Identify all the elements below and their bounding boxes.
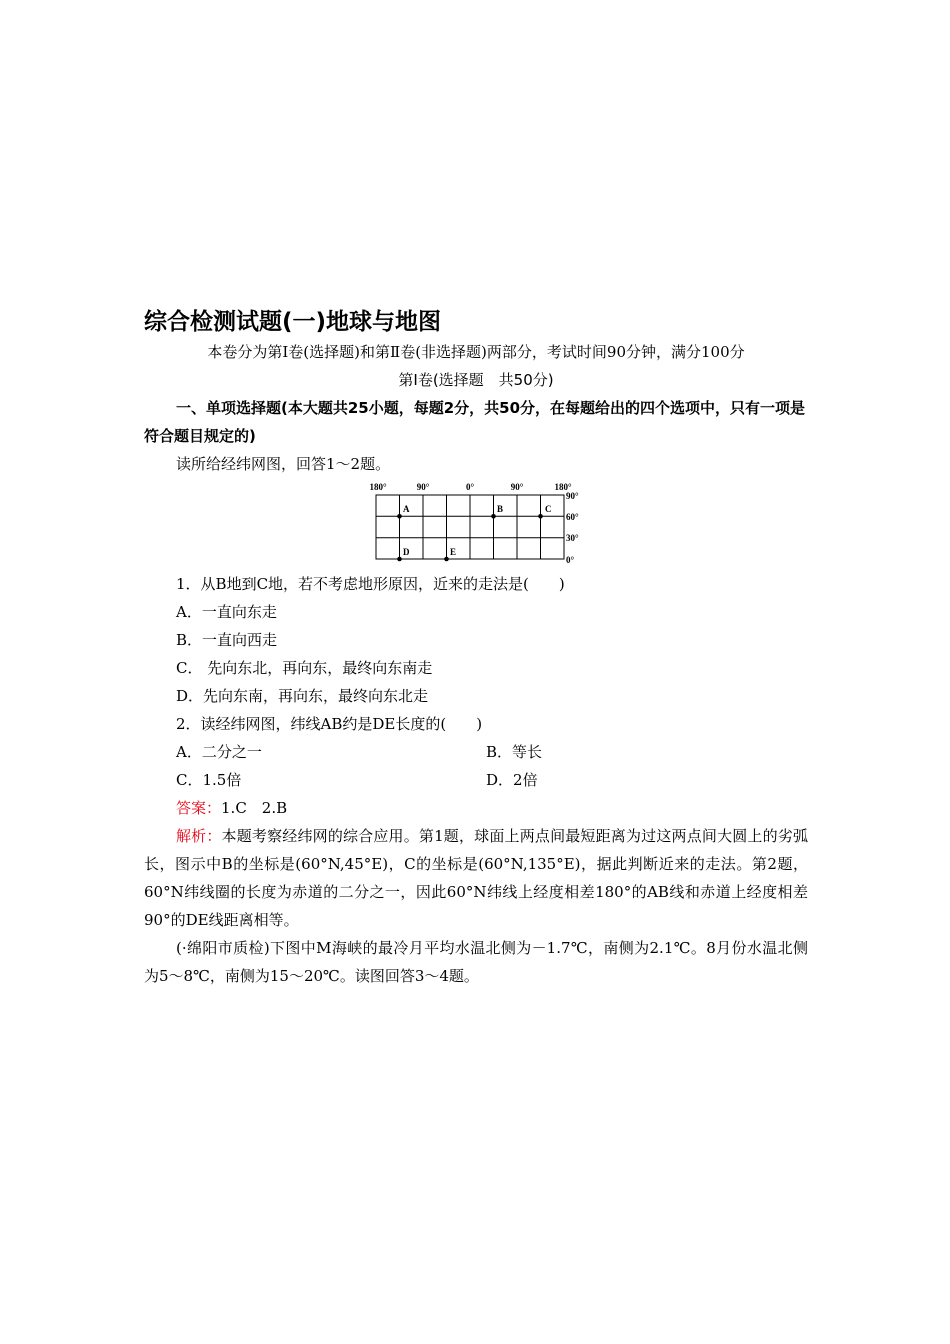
top-label-0: 0° — [465, 482, 475, 492]
top-label-90w: 90° — [416, 482, 430, 492]
document-page — [144, 306, 808, 990]
part-heading: 一、单项选择题(本大题共25小题，每题2分，共50分，在每题给出的四个选项中，只有一项是符合题目规定的) — [144, 399, 806, 445]
point-b-label: B — [497, 504, 504, 514]
read-prompt: 读所给经纬网图，回答1～2题。 — [176, 455, 391, 473]
graticule-map — [144, 482, 808, 566]
answer-text: 1.C 2.B — [221, 799, 288, 817]
right-label-90: 90° — [566, 491, 579, 501]
question-2-option-c: C．1.5倍 — [176, 771, 242, 789]
question-1-option-d: D．先向东南，再向东，最终向东北走 — [176, 687, 429, 705]
point-e-label: E — [450, 547, 457, 557]
point-e — [444, 557, 449, 562]
document-title: 综合检测试题(一)地球与地图 — [144, 309, 442, 335]
question-1-option-b: B．一直向西走 — [176, 631, 278, 649]
question-2-option-a: A．二分之一 — [176, 743, 262, 761]
analysis-label: 解析： — [176, 827, 222, 845]
question-2-stem: 2．读经纬网图，纬线AB约是DE长度的( ) — [176, 715, 483, 733]
question-1-option-a: A．一直向东走 — [176, 603, 277, 621]
next-question-prompt: (·绵阳市质检)下图中M海峡的最冷月平均水温北侧为－1.7℃，南侧为2.1℃。8月份水温北侧为5～8℃，南侧为15～20℃。读图回答3～4题。 — [144, 939, 808, 985]
point-a-label: A — [403, 504, 410, 514]
question-1-stem: 1．从B地到C地，若不考虑地形原因，近来的走法是( ) — [176, 575, 565, 593]
answer-label: 答案： — [176, 799, 222, 817]
point-c-label: C — [545, 504, 552, 514]
question-1-option-c: C． 先向东北，再向东，最终向东南走 — [176, 659, 433, 677]
question-2-options-row-2 — [144, 766, 808, 794]
top-label-180w: 180° — [369, 482, 387, 492]
top-label-180e: 180° — [554, 482, 572, 492]
analysis-text: 本题考察经纬网的综合应用。第1题，球面上两点间最短距离为过这两点间大圆上的劣弧长，图示中B的坐标是(60°N,45°E)，C的坐标是(60°N,135°E)，据此判断近来的走法。第2题，60°N纬线圈的长度为赤道的二分之一，因此60°N纬线上经度相差180°的AB线和赤道上经度相差90°的DE线距离相等。 — [144, 827, 808, 929]
point-c — [538, 514, 543, 519]
right-label-0: 0° — [566, 555, 575, 565]
top-label-90e: 90° — [510, 482, 524, 492]
point-b — [491, 514, 496, 519]
right-label-30: 30° — [566, 533, 579, 543]
graticule-map-svg — [366, 482, 586, 566]
point-a — [397, 514, 402, 519]
point-d — [397, 557, 402, 562]
exam-intro: 本卷分为第Ⅰ卷(选择题)和第Ⅱ卷(非选择题)两部分，考试时间90分钟，满分100分 — [207, 343, 745, 361]
question-2-options-row-1 — [144, 738, 808, 766]
question-2-option-b: B．等长 — [486, 743, 543, 761]
section-title: 第Ⅰ卷(选择题 共50分) — [398, 371, 554, 389]
answer-line — [144, 794, 808, 822]
right-label-60: 60° — [566, 512, 579, 522]
point-d-label: D — [403, 547, 410, 557]
analysis-paragraph — [144, 822, 808, 934]
question-2-option-d: D．2倍 — [486, 771, 538, 789]
